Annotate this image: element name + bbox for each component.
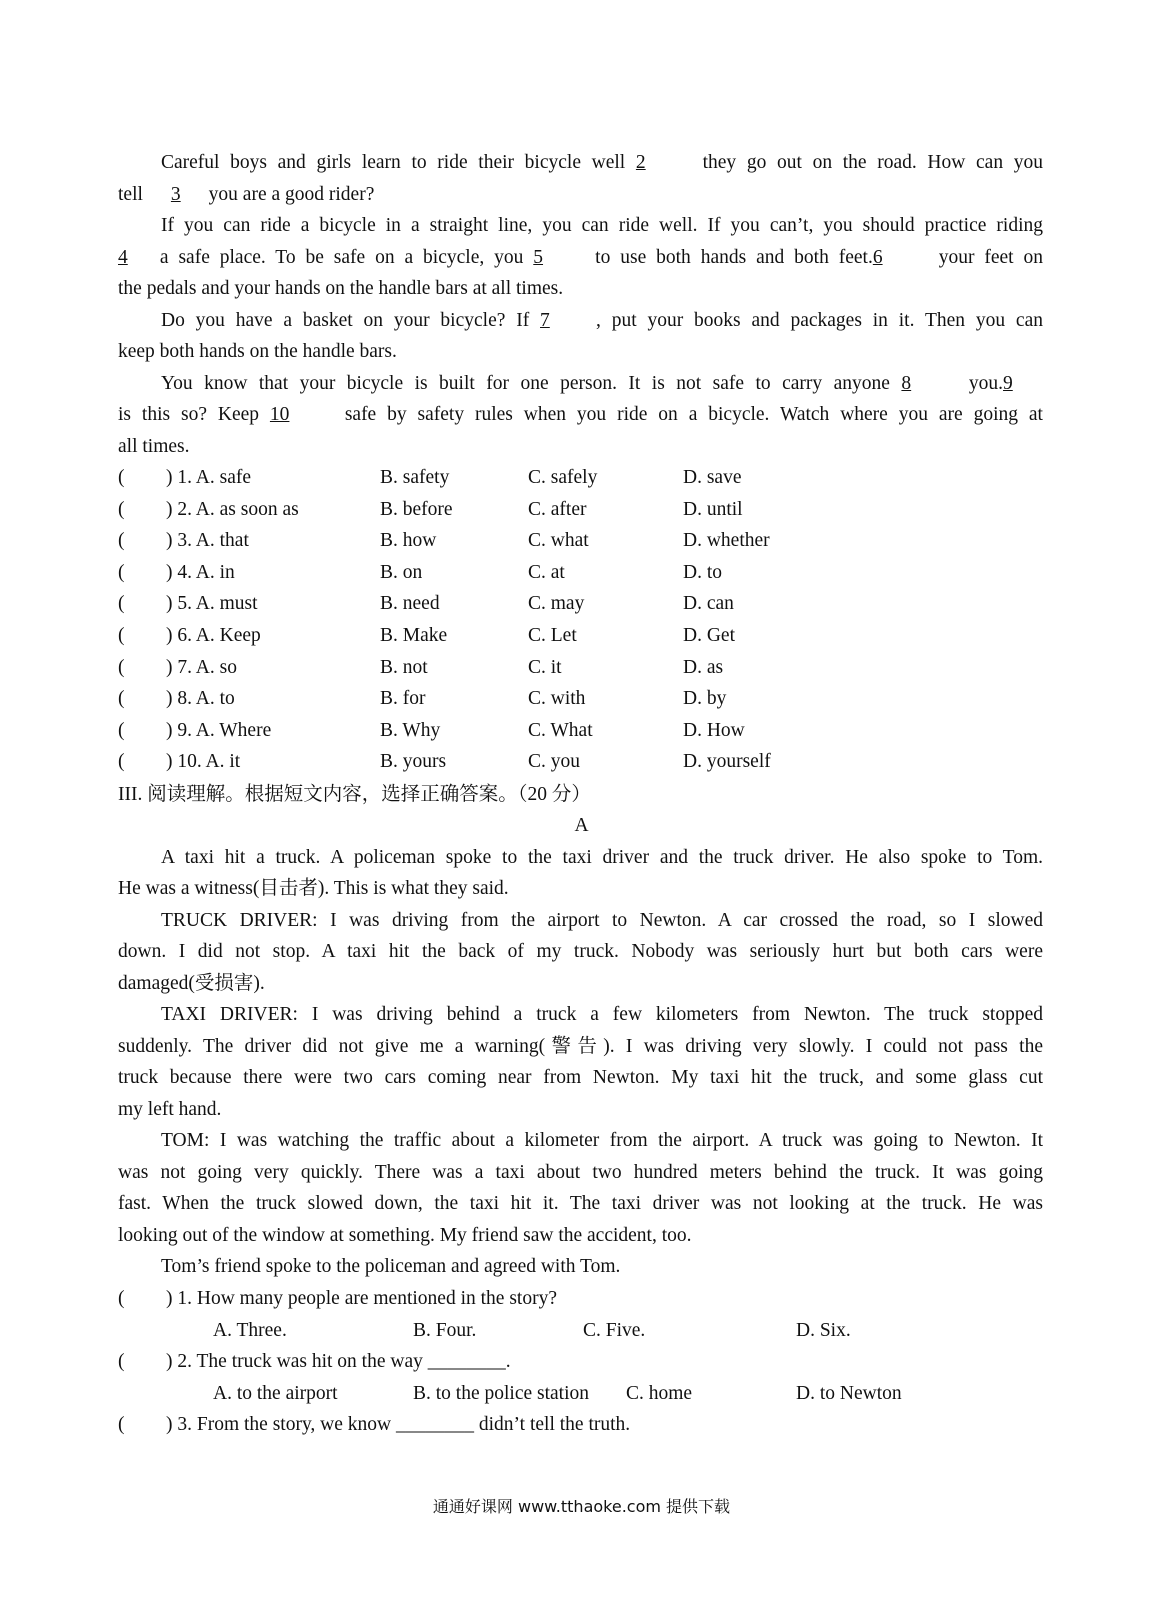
passage-line: keep both hands on the handle bars.	[118, 341, 397, 362]
option-d: D. to Newton	[796, 1383, 902, 1404]
reading-line: suddenly. The driver did not give me a warning(警告). I was driving very slowly. I could not pass the	[118, 1036, 1043, 1057]
text: safe by safety rules when you ride on a bicycle. Watch where you are going at	[333, 404, 1043, 425]
reading-options	[118, 1316, 1043, 1346]
text: you.	[957, 373, 1004, 394]
reading-question	[118, 1410, 1043, 1440]
option-c: C. safely	[528, 467, 598, 488]
option-d: D. until	[683, 498, 743, 520]
option-a: ) 4. A. in	[166, 561, 235, 583]
option-a: ) 3. A. that	[166, 530, 249, 552]
option-d: D. can	[683, 593, 734, 615]
blank-10: 10	[269, 404, 290, 425]
option-a: ) 6. A. Keep	[166, 625, 261, 646]
option-a: A. to the airport	[213, 1383, 338, 1404]
option-a: ) 7. A. so	[166, 656, 237, 678]
cloze-question-row	[118, 589, 1043, 619]
answer-paren[interactable]: (	[118, 688, 125, 710]
text: to use both hands and both feet.	[585, 247, 873, 268]
option-b: B. need	[380, 593, 440, 615]
text: a safe place. To be safe on a bicycle, you	[150, 247, 534, 268]
reading-line: down. I did not stop. A taxi hit the back of my truck. Nobody was seriously hurt but both cars were	[118, 941, 1043, 962]
cloze-question-row	[118, 747, 1043, 777]
option-d: D. Get	[683, 625, 735, 646]
reading-line: damaged(受损害).	[118, 973, 265, 994]
reading-line: TRUCK DRIVER: I was driving from the airport to Newton. A car crossed the road, so I slowed	[161, 910, 1043, 931]
cloze-question-row	[118, 621, 1043, 651]
option-a: ) 1. A. safe	[166, 467, 252, 488]
option-a: ) 2. A. as soon as	[166, 498, 299, 520]
option-d: D. save	[683, 467, 742, 488]
reading-line: fast. When the truck slowed down, the taxi hit it. The taxi driver was not looking at the truck. He was	[118, 1193, 1043, 1214]
passage-line: If you can ride a bicycle in a straight line, you can ride well. If you can’t, you should practice riding	[161, 215, 1043, 236]
passage-line: all times.	[118, 436, 190, 457]
option-c: C. what	[528, 530, 589, 552]
option-b: B. safety	[380, 467, 450, 488]
reading-line: TAXI DRIVER: I was driving behind a truck a few kilometers from Newton. The truck stopped	[161, 1004, 1043, 1025]
option-c: C. What	[528, 719, 593, 741]
text: , put your books and packages in it. Then you can	[596, 310, 1043, 331]
option-c: C. at	[528, 561, 565, 583]
reading-line: He was a witness(目击者). This is what they said.	[118, 878, 509, 899]
option-b: B. for	[380, 688, 426, 710]
reading-question	[118, 1284, 1043, 1314]
option-a: A. Three.	[213, 1320, 287, 1341]
answer-paren[interactable]: (	[118, 1288, 125, 1309]
option-d: D. as	[683, 656, 724, 678]
blank-8: 8	[901, 373, 912, 394]
text: you are a good rider?	[203, 184, 375, 205]
option-c: C. with	[528, 688, 586, 710]
cloze-question-row	[118, 684, 1043, 714]
answer-paren[interactable]: (	[118, 561, 125, 583]
cloze-question-row	[118, 653, 1043, 683]
section-heading: III. 阅读理解。根据短文内容，选择正确答案。（20 分）	[118, 784, 591, 805]
text: is this so? Keep	[118, 404, 270, 425]
reading-line: Tom’s friend spoke to the policeman and agreed with Tom.	[161, 1256, 621, 1277]
blank-7: 7	[540, 310, 550, 331]
reading-line: TOM: I was watching the traffic about a kilometer from the airport. A truck was going to Newton. It	[161, 1130, 1043, 1151]
reading-line: was not going very quickly. There was a taxi about two hundred meters behind the truck. It was going	[118, 1162, 1043, 1183]
cloze-question-row	[118, 716, 1043, 746]
option-b: B. to the police station	[413, 1383, 590, 1404]
blank-5: 5	[533, 247, 544, 268]
blank-3: 3	[170, 184, 181, 205]
answer-paren[interactable]: (	[118, 751, 125, 773]
answer-paren[interactable]: (	[118, 593, 125, 615]
option-a: ) 10. A. it	[166, 751, 241, 773]
passage-line	[161, 369, 1043, 399]
reading-question	[118, 1347, 1043, 1377]
page-footer: 通通好课网 www.tthaoke.com 提供下载	[432, 1497, 731, 1516]
text: You know that your bicycle is built for one person. It is not safe to carry anyone	[161, 373, 902, 394]
option-d: D. Six.	[796, 1320, 851, 1341]
option-b: B. Four.	[413, 1320, 477, 1341]
reading-line: A taxi hit a truck. A policeman spoke to the taxi driver and the truck driver. He also spoke to Tom.	[161, 847, 1043, 868]
answer-paren[interactable]: (	[118, 719, 125, 741]
passage-line	[161, 148, 1043, 178]
passage-line	[118, 180, 1043, 210]
option-b: B. yours	[380, 751, 447, 773]
option-a: ) 8. A. to	[166, 688, 235, 710]
passage-line	[161, 306, 1043, 336]
option-a: ) 9. A. Where	[166, 719, 272, 741]
option-c: C. may	[528, 593, 585, 615]
passage-line: the pedals and your hands on the handle bars at all times.	[118, 278, 564, 299]
option-c: C. Let	[528, 625, 577, 646]
blank-4: 4	[118, 247, 128, 268]
option-b: B. Make	[380, 625, 448, 646]
cloze-question-row	[118, 495, 1043, 525]
blank-2: 2	[635, 152, 646, 173]
option-d: D. to	[683, 561, 722, 583]
text: Careful boys and girls learn to ride their bicycle well	[161, 152, 636, 173]
option-d: D. yourself	[683, 751, 771, 773]
option-c: C. you	[528, 751, 581, 773]
question-stem: ) 1. How many people are mentioned in the story?	[166, 1288, 557, 1309]
option-b: B. on	[380, 561, 423, 583]
reading-line: my left hand.	[118, 1099, 222, 1120]
option-c: C. Five.	[583, 1320, 646, 1341]
reading-options	[118, 1379, 1043, 1409]
option-a: ) 5. A. must	[166, 593, 258, 615]
answer-paren[interactable]: (	[118, 656, 125, 678]
cloze-question-row	[118, 463, 1043, 493]
answer-paren[interactable]: (	[118, 1351, 125, 1372]
option-c: C. it	[528, 656, 562, 678]
question-stem: ) 3. From the story, we know ________ didn’t tell the truth.	[166, 1414, 631, 1435]
cloze-question-row	[118, 558, 1043, 588]
text: tell	[118, 184, 148, 205]
option-b: B. before	[380, 498, 453, 520]
blank-6: 6	[872, 247, 883, 268]
part-label: A	[574, 815, 589, 836]
text: your feet on	[928, 247, 1043, 268]
option-b: B. not	[380, 656, 428, 678]
answer-paren[interactable]: (	[118, 498, 125, 520]
option-b: B. Why	[380, 719, 441, 741]
passage-line	[118, 400, 1043, 430]
text: they go out on the road. How can you	[691, 152, 1043, 173]
answer-paren[interactable]: (	[118, 530, 125, 552]
cloze-question-row	[118, 526, 1043, 556]
option-c: C. after	[528, 498, 587, 520]
blank-9: 9	[1003, 373, 1013, 394]
reading-line: truck because there were two cars coming near from Newton. My taxi hit the truck, and some glass cut	[118, 1067, 1043, 1088]
option-d: D. whether	[683, 530, 770, 552]
answer-paren[interactable]: (	[118, 1414, 125, 1435]
option-c: C. home	[626, 1383, 693, 1404]
answer-paren[interactable]: (	[118, 625, 125, 646]
option-d: D. by	[683, 688, 727, 710]
option-d: D. How	[683, 719, 745, 741]
question-stem: ) 2. The truck was hit on the way ________.	[166, 1351, 511, 1372]
option-b: B. how	[380, 530, 437, 552]
passage-line	[118, 243, 1043, 273]
reading-line: looking out of the window at something. My friend saw the accident, too.	[118, 1225, 692, 1246]
answer-paren[interactable]: (	[118, 467, 125, 488]
text: Do you have a basket on your bicycle? If	[161, 310, 541, 331]
